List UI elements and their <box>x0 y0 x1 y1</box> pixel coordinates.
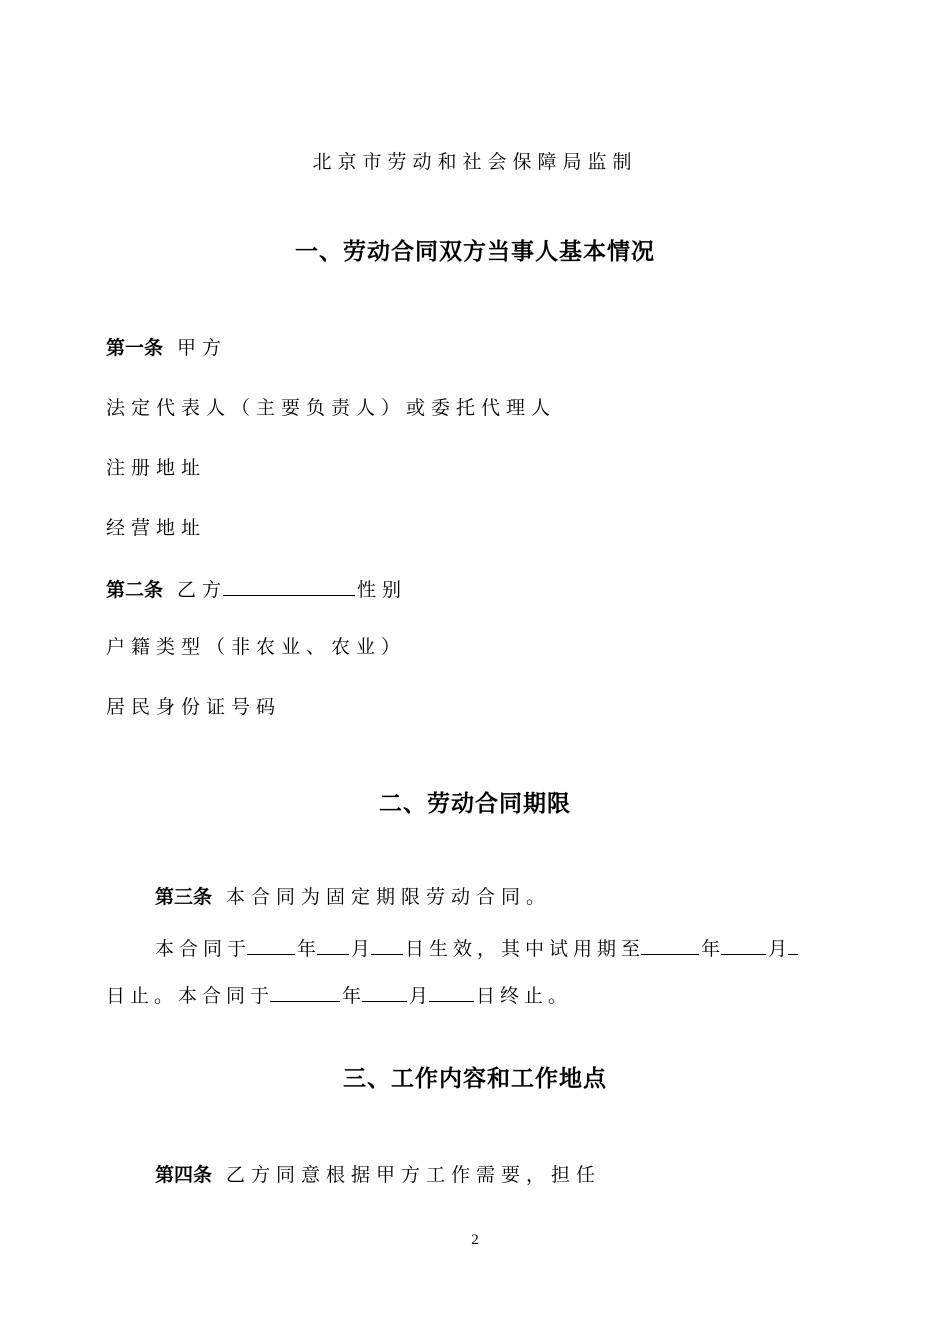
text-segment: 年 <box>701 938 726 960</box>
start-day-blank[interactable] <box>371 934 403 955</box>
id-number-line: 居民身份证号码 <box>106 696 282 718</box>
section-heading-3: 三、工作内容和工作地点 <box>343 1066 607 1092</box>
article-3-dates-line-1 <box>155 934 800 961</box>
text-segment: 年 <box>342 985 367 1007</box>
gender-label: 性别 <box>357 579 408 601</box>
probation-year-blank[interactable] <box>641 934 699 955</box>
article-text: 甲方 <box>177 337 228 359</box>
supervisor-line: 北京市劳动和社会保障局监制 <box>312 151 638 173</box>
text-segment: 本合同于 <box>155 938 252 960</box>
end-month-blank[interactable] <box>362 981 407 1002</box>
article-label: 第二条 <box>106 579 164 601</box>
article-label: 第三条 <box>155 886 213 908</box>
household-type-line: 户籍类型（非农业、农业） <box>106 636 407 658</box>
text-segment: 日生效，其中试用期至 <box>405 938 646 960</box>
article-1 <box>106 336 227 360</box>
article-text: 本合同为固定期限劳动合同。 <box>226 886 552 908</box>
end-day-blank[interactable] <box>429 981 474 1002</box>
start-month-blank[interactable] <box>317 934 349 955</box>
text-segment: 月 <box>409 985 434 1007</box>
probation-day-blank[interactable] <box>788 934 798 955</box>
article-4 <box>155 1163 601 1187</box>
article-2 <box>106 575 407 602</box>
registered-address-line: 注册地址 <box>106 457 207 479</box>
business-address-line: 经营地址 <box>106 517 207 539</box>
article-label: 第四条 <box>155 1164 213 1186</box>
article-3 <box>155 885 551 909</box>
start-year-blank[interactable] <box>247 934 295 955</box>
probation-month-blank[interactable] <box>721 934 766 955</box>
section-heading-2: 二、劳动合同期限 <box>379 791 571 817</box>
article-text: 乙方 <box>177 579 228 601</box>
section-heading-1: 一、劳动合同双方当事人基本情况 <box>295 239 655 265</box>
article-label: 第一条 <box>106 337 164 359</box>
article-text: 乙方同意根据甲方工作需要，担任 <box>226 1164 602 1186</box>
legal-representative-line: 法定代表人（主要负责人）或委托代理人 <box>106 397 557 419</box>
party-b-name-blank[interactable] <box>223 575 355 596</box>
end-year-blank[interactable] <box>270 981 340 1002</box>
text-segment: 月 <box>351 938 376 960</box>
text-segment: 年 <box>297 938 322 960</box>
text-segment: 日终止。 <box>476 985 573 1007</box>
page-number: 2 <box>471 1232 479 1248</box>
text-segment: 月 <box>768 938 793 960</box>
text-segment: 日止。本合同于 <box>106 985 275 1007</box>
article-3-dates-line-2 <box>106 981 572 1008</box>
